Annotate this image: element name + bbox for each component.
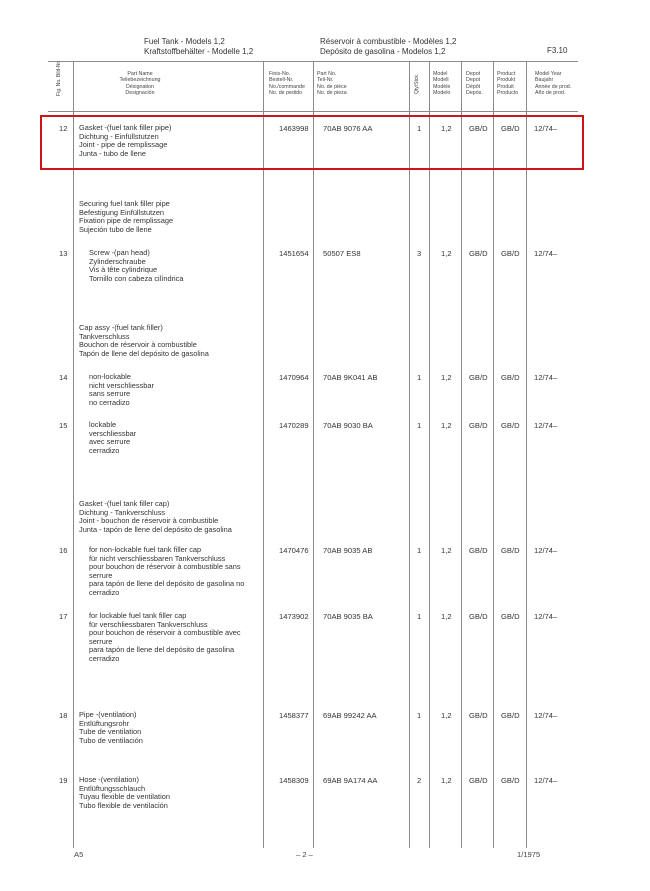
header-left [144,37,253,56]
row-17-description: for lockable fuel tank filler cap für verschliessbaren Tankverschluss pour bouchon de réservoir à combustible avec serrure para tapón de llene del depósito de gasolina cerradizo [89,611,241,663]
row-18-part: 69AB 99242 AA [323,711,377,720]
row-12-qty: 1 [417,124,422,133]
column-divider [429,61,430,848]
column-divider [313,61,314,848]
row-17-qty: 1 [417,612,422,621]
row-15-finis: 1470289 [279,421,309,430]
footer-center: – 2 – [296,850,313,859]
row-17-part: 70AB 9035 BA [323,612,373,621]
row-18-year: 12/74– [534,711,558,720]
row-15-part: 70AB 9030 BA [323,421,373,430]
row-18-finis: 1458377 [279,711,309,720]
row-12-product: GB/D [501,124,520,133]
row-16-description: for non-lockable fuel tank filler cap für nicht verschliessbaren Tankverschluss pour bouchon de réservoir à combustible sans serrure para tapón de llene del depósito de gasolina no cerradizo [89,545,245,597]
row-14-part: 70AB 9K041 AB [323,373,378,382]
row-12-part: 70AB 9076 AA [323,124,373,133]
row-15-fig: 15 [59,421,68,430]
row-18-description: Pipe -(ventilation) Entlüftungsrohr Tube de ventilation Tubo de ventilación [79,710,143,745]
row-13-finis: 1451654 [279,249,309,258]
column-divider [409,61,410,848]
header-right-line2: Depósito de gasolina - Modelos 1,2 [320,46,446,56]
row-19-qty: 2 [417,776,422,785]
row-18-fig: 18 [59,711,68,720]
row-13-qty: 3 [417,249,422,258]
row-17-depot: GB/D [469,612,488,621]
row-16-fig: 16 [59,546,68,555]
row-18-depot: GB/D [469,711,488,720]
group-heading-securing: Securing fuel tank filler pipe Befestigung Einfüllstutzen Fixation pipe de remplissage Sujeción tubo de llene [79,199,174,234]
row-12-year: 12/74– [534,124,558,133]
row-19-depot: GB/D [469,776,488,785]
row-18-product: GB/D [501,711,520,720]
group-heading-cap-assy: Cap assy -(fuel tank filler) Tankverschluss Bouchon de réservoir à combustible Tapón de llene del depósito de gasolina [79,323,209,358]
column-divider [493,61,494,848]
row-13-year: 12/74– [534,249,558,258]
group-heading-gasket-cap: Gasket -(fuel tank filler cap) Dichtung - Tankverschluss Joint - bouchon de réservoir à combustible Junta - tapón de llene del depósito de gasolina [79,499,232,534]
row-14-year: 12/74– [534,373,558,382]
col-header-product: Product Produkt Produit Producto [497,71,519,96]
row-12-model: 1,2 [441,124,452,133]
header-right-line1: Réservoir à combustible - Modèles 1,2 [320,37,457,46]
col-header-part-no: Part No. Teil-Nr. No. de pièce No. de pieza [317,71,347,96]
col-header-model: Model Modell Modèle Modelo [433,71,451,96]
row-19-description: Hose -(ventilation) Entlüftungsschlauch Tuyau flexible de ventilation Tubo flexible de ventilación [79,775,170,810]
column-divider [73,61,74,848]
row-12-highlight-box [40,115,584,170]
column-divider [526,61,527,848]
row-16-product: GB/D [501,546,520,555]
row-15-depot: GB/D [469,421,488,430]
row-12-depot: GB/D [469,124,488,133]
row-16-qty: 1 [417,546,422,555]
row-14-qty: 1 [417,373,422,382]
row-19-finis: 1458309 [279,776,309,785]
row-18-model: 1,2 [441,711,452,720]
row-16-model: 1,2 [441,546,452,555]
column-divider [461,61,462,848]
row-17-finis: 1473902 [279,612,309,621]
row-13-fig: 13 [59,249,68,258]
col-header-finis-no: Finis-No. Bestell-Nr. No./commande No. de pedido [269,71,305,96]
row-19-model: 1,2 [441,776,452,785]
row-19-product: GB/D [501,776,520,785]
row-13-description: Screw -(pan head) Zylinderschraube Vis à tête cylindrique Tornillo con cabeza cilíndrica [89,248,184,283]
row-15-year: 12/74– [534,421,558,430]
row-19-fig: 19 [59,776,68,785]
col-header-part-name: Part Name Teilebezeichnung Désignation Designación [119,71,161,96]
row-16-finis: 1470476 [279,546,309,555]
header-left-line2: Kraftstoffbehälter - Modelle 1,2 [144,46,254,56]
row-14-model: 1,2 [441,373,452,382]
row-15-product: GB/D [501,421,520,430]
row-17-model: 1,2 [441,612,452,621]
row-19-year: 12/74– [534,776,558,785]
row-15-description: lockable verschliessbar avec serrure cerradizo [89,420,137,455]
col-header-qty: Qty/Stck. [414,73,420,94]
row-13-part: 50507 ES8 [323,249,361,258]
row-18-qty: 1 [417,711,422,720]
row-12-finis: 1463998 [279,124,309,133]
row-17-year: 12/74– [534,612,558,621]
header-left-line1: Fuel Tank - Models 1,2 [144,37,225,46]
footer-left: A5 [74,850,84,859]
row-16-year: 12/74– [534,546,558,555]
row-12-fig: 12 [59,124,68,133]
col-header-depot: Depot Depot Dépôt Depós. [466,71,483,96]
row-19-part: 69AB 9A174 AA [323,776,378,785]
footer-right: 1/1975 [517,850,541,859]
row-12-description: Gasket -(fuel tank filler pipe) Dichtung - Einfüllstutzen Joint - pipe de remplissage Junta - tubo de llene [79,123,172,158]
column-divider [263,61,264,848]
header-right [320,37,457,56]
row-15-qty: 1 [417,421,422,430]
col-header-fig-no: Fig. No. Bild-Nr. [56,60,62,96]
row-13-depot: GB/D [469,249,488,258]
row-13-model: 1,2 [441,249,452,258]
row-16-part: 70AB 9035 AB [323,546,373,555]
row-17-product: GB/D [501,612,520,621]
row-13-product: GB/D [501,249,520,258]
col-header-model-year: Model Year Baujahr Année de prod. Año de prod. [535,71,572,96]
row-14-finis: 1470964 [279,373,309,382]
row-14-description: non-lockable nicht verschliessbar sans serrure no cerradizo [89,372,154,407]
row-14-product: GB/D [501,373,520,382]
row-14-depot: GB/D [469,373,488,382]
row-14-fig: 14 [59,373,68,382]
row-16-depot: GB/D [469,546,488,555]
page-code: F3.10 [547,46,568,55]
row-15-model: 1,2 [441,421,452,430]
row-17-fig: 17 [59,612,68,621]
